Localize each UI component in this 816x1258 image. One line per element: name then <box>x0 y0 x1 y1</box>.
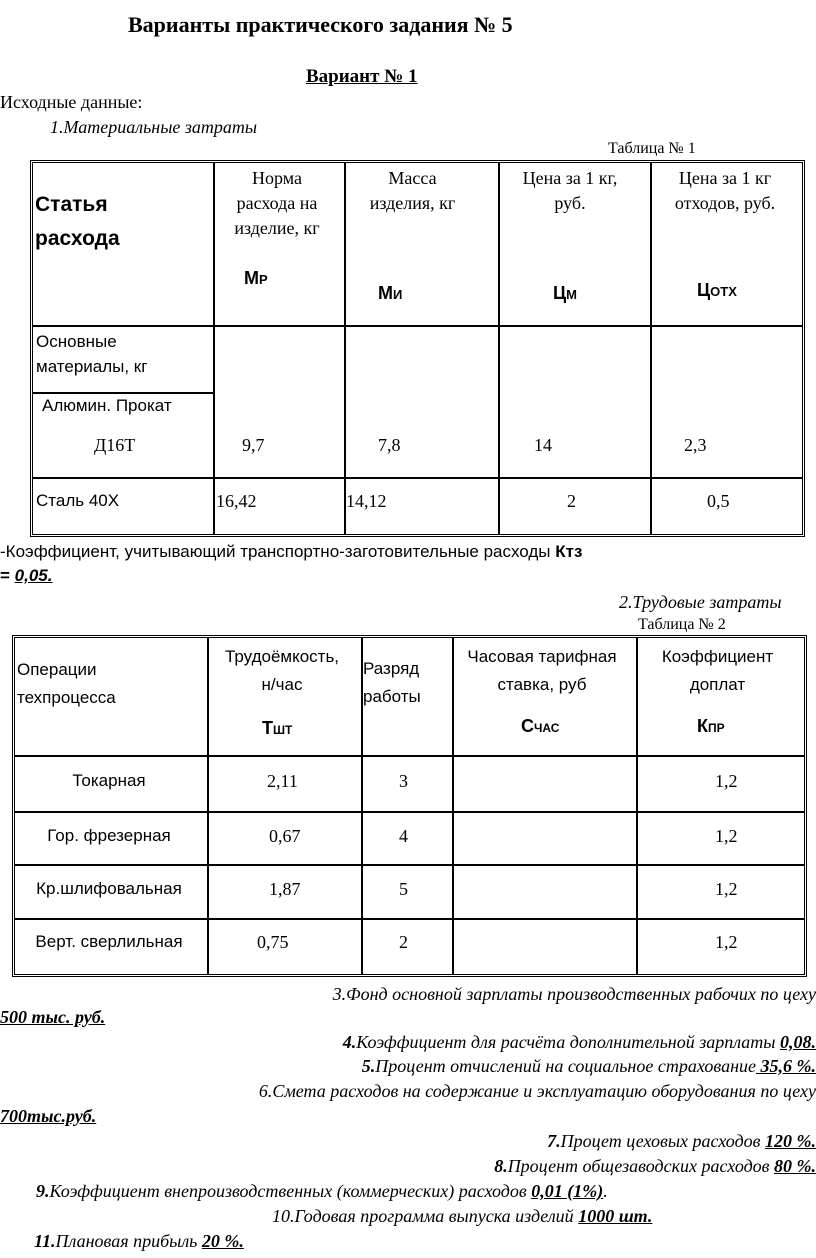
item-7: 7.Процет цеховых расходов 120 %. <box>547 1131 816 1151</box>
section1-title: Материальные затраты <box>63 117 258 137</box>
t2-header-operation: Операции техпроцесса <box>17 660 116 707</box>
t1-row1-norm: 9,7 <box>242 435 265 455</box>
t2-row1-coef: 1,2 <box>715 771 738 791</box>
t1-header-waste: Цена за 1 кг отходов, руб. <box>674 168 776 213</box>
t1-header-mass: Масса изделия, кг <box>369 168 456 213</box>
t1-sym-mr: МР <box>244 268 268 288</box>
item-11-value: 20 %. <box>201 1231 244 1251</box>
t2-row2-coef: 1,2 <box>715 826 738 846</box>
t2-row4-grade: 2 <box>399 932 408 952</box>
item-7-value: 120 %. <box>765 1131 816 1151</box>
variant-heading: Вариант № 1 <box>306 66 418 87</box>
item-9: 9.Коэффициент внепроизводственных (коммерческих) расходов 0,01 (1%). <box>36 1181 608 1201</box>
t1-sym-cotx: ЦОТХ <box>697 280 737 300</box>
t2-row2-labor: 0,67 <box>269 826 301 846</box>
section1-number: 1. <box>50 117 64 137</box>
t1-row2-name: Сталь 40Х <box>36 491 120 510</box>
section1-heading <box>50 117 257 138</box>
t2-sym-kpr: КПР <box>697 716 725 736</box>
t1-sym-mi: МИ <box>378 283 403 303</box>
t2-sym-chas: СЧАС <box>521 716 560 736</box>
t1-row1-name2: Д16Т <box>94 435 136 455</box>
table1-caption: Таблица № 1 <box>608 140 696 157</box>
item-11: 11.Плановая прибыль 20 %. <box>34 1231 244 1251</box>
t2-row3-coef: 1,2 <box>715 879 738 899</box>
t1-row1-price: 14 <box>534 435 552 455</box>
t2-row2-grade: 4 <box>399 826 408 846</box>
t1-header-price: Цена за 1 кг, руб. <box>522 168 618 213</box>
t2-row3-labor: 1,87 <box>269 879 301 899</box>
t2-row1-labor: 2,11 <box>267 771 298 791</box>
item-8: 8.Процент общезаводских расходов 80 %. <box>494 1156 816 1176</box>
item-5-value: 35,6 %. <box>756 1056 816 1076</box>
t1-row1-mass: 7,8 <box>378 435 401 455</box>
section2-heading: 2.Трудовые затраты <box>619 592 782 612</box>
item-10: 10.Годовая программа выпуска изделий 1000 шт. <box>272 1206 653 1226</box>
t1-row1-waste: 2,3 <box>684 435 707 455</box>
table-row-op: Кр.шлифовальная <box>36 879 182 898</box>
t1-header-norm: Норма расхода на изделие, кг <box>234 168 320 238</box>
t2-header-grade: Разряд работы <box>363 659 421 706</box>
t2-row4-labor: 0,75 <box>257 932 289 952</box>
t1-row1-name: Алюмин. Прокат <box>42 396 172 415</box>
t1-row2-mass: 14,12 <box>346 491 387 511</box>
table-row-op: Токарная <box>72 771 146 790</box>
item-5: 5.Процент отчислений на социальное страхование 35,6 %. <box>361 1056 816 1076</box>
t2-row3-grade: 5 <box>399 879 408 899</box>
t2-header-rate: Часовая тарифная ставка, руб <box>467 647 617 694</box>
t1-sym-cm: ЦМ <box>553 283 577 303</box>
item-8-value: 80 %. <box>774 1156 816 1176</box>
item-4: 4.Коэффициент для расчёта дополнительной зарплаты 0,08. <box>342 1032 816 1052</box>
t1-row2-norm: 16,42 <box>216 491 257 511</box>
coef-ktz-value-line: = 0,05. <box>0 566 53 585</box>
item-6: 6.Смета расходов на содержание и эксплуатацию оборудования по цеху <box>258 1081 816 1101</box>
coef-ktz-line: -Коэффициент, учитывающий транспортно-заготовительные расходы Ктз <box>0 542 583 561</box>
t1-header-item: Статья расхода <box>35 193 120 250</box>
t1-row2-waste: 0,5 <box>707 491 730 511</box>
t2-row1-grade: 3 <box>399 771 408 791</box>
coef-ktz-symbol: Ктз <box>555 542 583 561</box>
t2-header-labor: Трудоёмкость, н/час <box>224 647 340 694</box>
t2-sym-tsht: ТШТ <box>262 718 293 738</box>
t1-group-label: Основные материалы, кг <box>36 332 148 376</box>
item-4-value: 0,08. <box>780 1032 816 1052</box>
item-6-value: 700тыс.руб. <box>0 1106 97 1126</box>
item-3-value: 500 тыс. руб. <box>0 1007 106 1027</box>
t1-row2-price: 2 <box>567 491 576 511</box>
table-row-op: Гор. фрезерная <box>47 826 171 845</box>
initial-data-label: Исходные данные: <box>0 92 143 112</box>
page-title: Варианты практического задания № 5 <box>128 12 513 37</box>
t2-row4-coef: 1,2 <box>715 932 738 952</box>
item-10-value: 1000 шт. <box>578 1206 653 1226</box>
table2-caption: Таблица № 2 <box>638 616 726 633</box>
t2-header-coef: Коэффициент доплат <box>661 647 774 694</box>
item-9-value: 0,01 (1%) <box>531 1181 604 1201</box>
coef-ktz-value: 0,05. <box>14 566 53 585</box>
item-3: 3.Фонд основной зарплаты производственных рабочих по цеху <box>332 984 816 1004</box>
table-row-op: Верт. сверлильная <box>35 932 183 951</box>
